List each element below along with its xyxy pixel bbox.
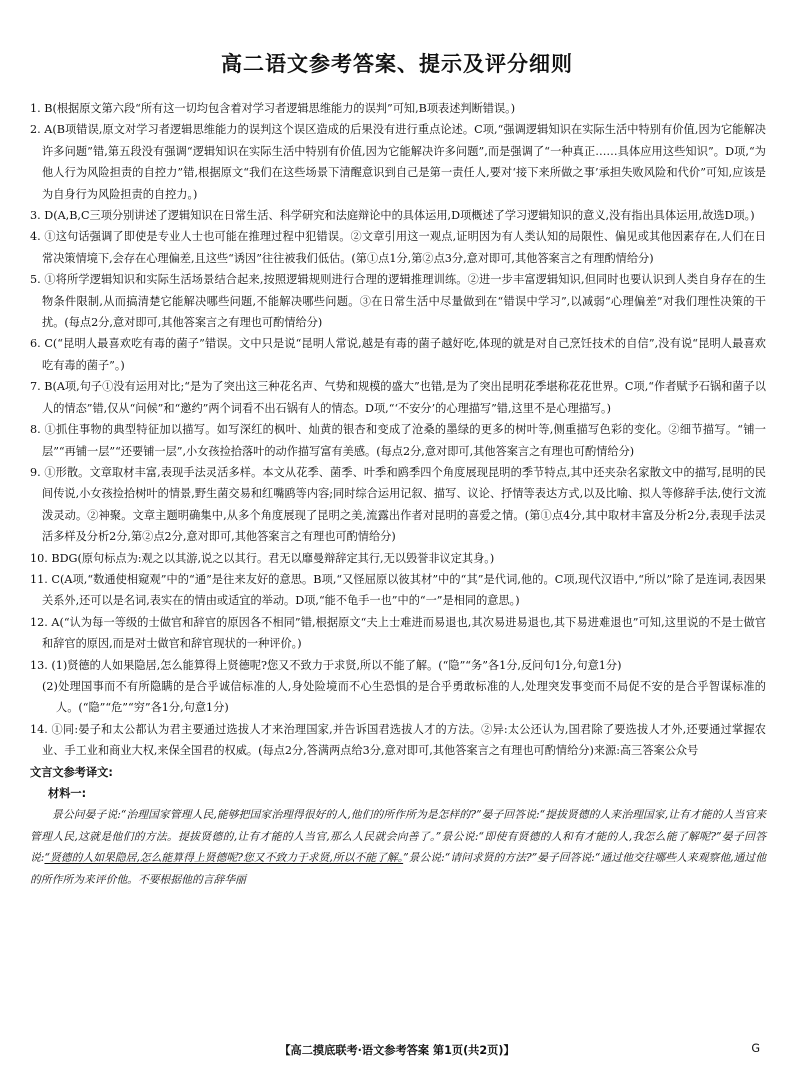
footer-text: 【高二摸底联考·语文参考答案 第1页(共2页)】 xyxy=(279,1044,515,1057)
answer-item-6: 6. C(“昆明人最喜欢吃有毒的菌子”错误。文中只是说“昆明人常说,越是有毒的菌子越好吃,体现的就是对自己烹饪技术的自信”,没有说“昆明人最喜欢吃有毒的菌子”。) xyxy=(30,337,766,372)
translation-text-underlined: “贤德的人如果隐居,怎么能算得上贤德呢?您又不致力于求贤,所以不能了解。 xyxy=(44,851,404,865)
answer-item-13-part2: (2)处理国事而不有所隐瞒的是合乎诚信标准的人,身处险境而不心生恐惧的是合乎勇敢标准的人,处理突发事变而不局促不安的是合乎智谋标准的人。(“隐”“危”“穷”各1分,句意1分) xyxy=(42,679,766,715)
answer-item-1: 1. B(根据原文第六段“所有这一切均包含着对学习者逻辑思维能力的误判”可知,B项表述判断错误。) xyxy=(30,102,516,115)
answer-item-14: 14. ①同:晏子和太公都认为君主要通过选拔人才来治理国家,并告诉国君选拔人才的方法。②异:太公还认为,国君除了要选拔人才外,还要通过掌握农业、手工业和商业大权,来保全国君的权威。(每点2分,答满两点给3分,意对即可,其他答案言之有理也可酌情给分)来源:高三答案公众号 xyxy=(30,722,766,758)
answer-item-8: 8. ①抓住事物的典型特征加以描写。如写深红的枫叶、灿黄的银杏和变成了沧桑的墨绿的更多的树叶等,侧重描写色彩的变化。②细节描写。“铺一层”“再铺一层”“还要铺一层”,小女孩捡拾落叶的动作描写富有美感。(每点2分,意对即可,其他答案言之有理也可酌情给分) xyxy=(30,423,766,458)
answer-item-5: 5. ①将所学逻辑知识和实际生活场景结合起来,按照逻辑规则进行合理的逻辑推理训练。②进一步丰富逻辑知识,但同时也要认识到人类自身存在的生物条件限制,从而搞清楚它能解决哪些问题,不能解决哪些问题。③在日常生活中尽量做到在“错误中学习”,以减弱“心理偏差”对我们理性决策的干扰。(每点2分,意对即可,其他答案言之有理也可酌情给分) xyxy=(30,273,766,330)
answer-item-12: 12. A(“认为每一等级的士做官和辞官的原因各不相同”错,根据原文“夫上士难进而易退也,其次易进易退也,其下易进难退也”可知,这里说的不是士做官和辞官的原因,而是对士做官和辞官现状的一种评价。) xyxy=(30,615,766,651)
answer-item-13-part1: 13. (1)贤德的人如果隐居,怎么能算得上贤德呢?您又不致力于求贤,所以不能了解。(“隐”“务”各1分,反问句1分,句意1分) xyxy=(30,658,622,672)
page-title: 高二语文参考答案、提示及评分细则 xyxy=(221,52,573,76)
answer-item-3: 3. D(A,B,C三项分别讲述了逻辑知识在日常生活、科学研究和法庭辩论中的具体运用,D项概述了学习逻辑知识的意义,没有指出具体运用,故选D项。) xyxy=(30,209,755,223)
footer-version-mark: G xyxy=(751,1042,760,1055)
answer-item-7: 7. B(A项,句子①没有运用对比;“是为了突出这三种花名声、气势和规模的盛大”也错,是为了突出昆明花季堪称花花世界。C项,“作者赋予石锅和菌子以人的情态”错,仅从“问候”和“邀约”两个词看不出石锅有人的情态。D项,“‘不安分’的心理描写”错,这里不是心理描写。) xyxy=(30,380,766,415)
translation-section-label: 文言文参考译文: xyxy=(30,765,113,779)
translation-paragraph xyxy=(30,804,766,890)
translation-text-before: 景公问晏子说:“治理国家管理人民,能够把国家治理得很好的人,他们的所作所为是怎样的?”晏子回答说:“提拔贤德的人来治理国家,让有才能的人当官来管理人民,这就是他们的方法。提拔贤德的,让有才能的人当官,那么人民就会向善了。”景公说:“即使有贤德的人和有才能的人,我怎么能了解呢?”晏子回答说: xyxy=(30,808,766,865)
answer-item-2: 2. A(B项错误,原文对学习者逻辑思维能力的误判这个误区造成的后果没有进行重点论述。C项,“强调逻辑知识在实际生活中特别有价值,因为它能解决许多问题”错,第五段没有强调“逻辑知识在实际生活中特别有价值,因为它能解决许多问题”,而是强调了“一种真正……具体应用这些知识”。D项,“为他人行为风险担责的自控力”错,根据原文“我们在这些场景下清醒意识到自己是第一责任人,要对‘接下来所做之事’承担失败风险和代价”可知,应该是为自身行为风险担责的自控力。) xyxy=(30,123,766,201)
answer-item-11: 11. C(A项,“数通使相窥观”中的“通”是往来友好的意思。B项,“又怪屈原以彼其材”中的“其”是代词,他的。C项,现代汉语中,“所以”除了是连词,表因果关系外,还可以是名词,表实在的情由或适宜的举动。D项,“能不龟手一也”中的“一”是相同的意思。) xyxy=(30,572,766,608)
material-one-label: 材料一: xyxy=(48,787,87,800)
page-footer xyxy=(0,1042,794,1058)
translation-text-after: ”景公说:“请问求贤的方法?”晏子回答说:“通过他交往哪些人来观察他,通过他的所作所为来评价他。不要根据他的言辞华丽 xyxy=(30,851,767,886)
answer-item-9: 9. ①形散。文章取材丰富,表现手法灵活多样。本文从花季、菌季、叶季和鸥季四个角度展现昆明的季节特点,其中还夹杂名家散文中的描写,昆明的民间传说,小女孩捡拾树叶的情景,野生菌交易和红嘴鸥等内容;同时综合运用记叙、描写、议论、抒情等表达方式,以及比喻、拟人等修辞手法,使行文流泼灵动。②神聚。文章主题明确集中,从多个角度展现了昆明之美,流露出作者对昆明的喜爱之情。(第①点4分,其中取材丰富及分析2分,表现手法灵活多样及分析2分,第②点2分,意对即可,其他答案言之有理也可酌情给分) xyxy=(30,465,766,544)
answer-item-10: 10. BDG(原句标点为:观之以其游,说之以其行。君无以靡曼辩辞定其行,无以毁誉非议定其身。) xyxy=(30,551,495,565)
answers-body xyxy=(30,98,766,890)
answer-item-4: 4. ①这句话强调了即使是专业人士也可能在推理过程中犯错误。②文章引用这一观点,证明因为有人类认知的局限性、偏见或其他因素存在,人们在日常决策情境下,会存在心理偏差,且这些“诱因”往往被我们低估。(第①点1分,第②点3分,意对即可,其他答案言之有理酌情给分) xyxy=(30,230,766,265)
